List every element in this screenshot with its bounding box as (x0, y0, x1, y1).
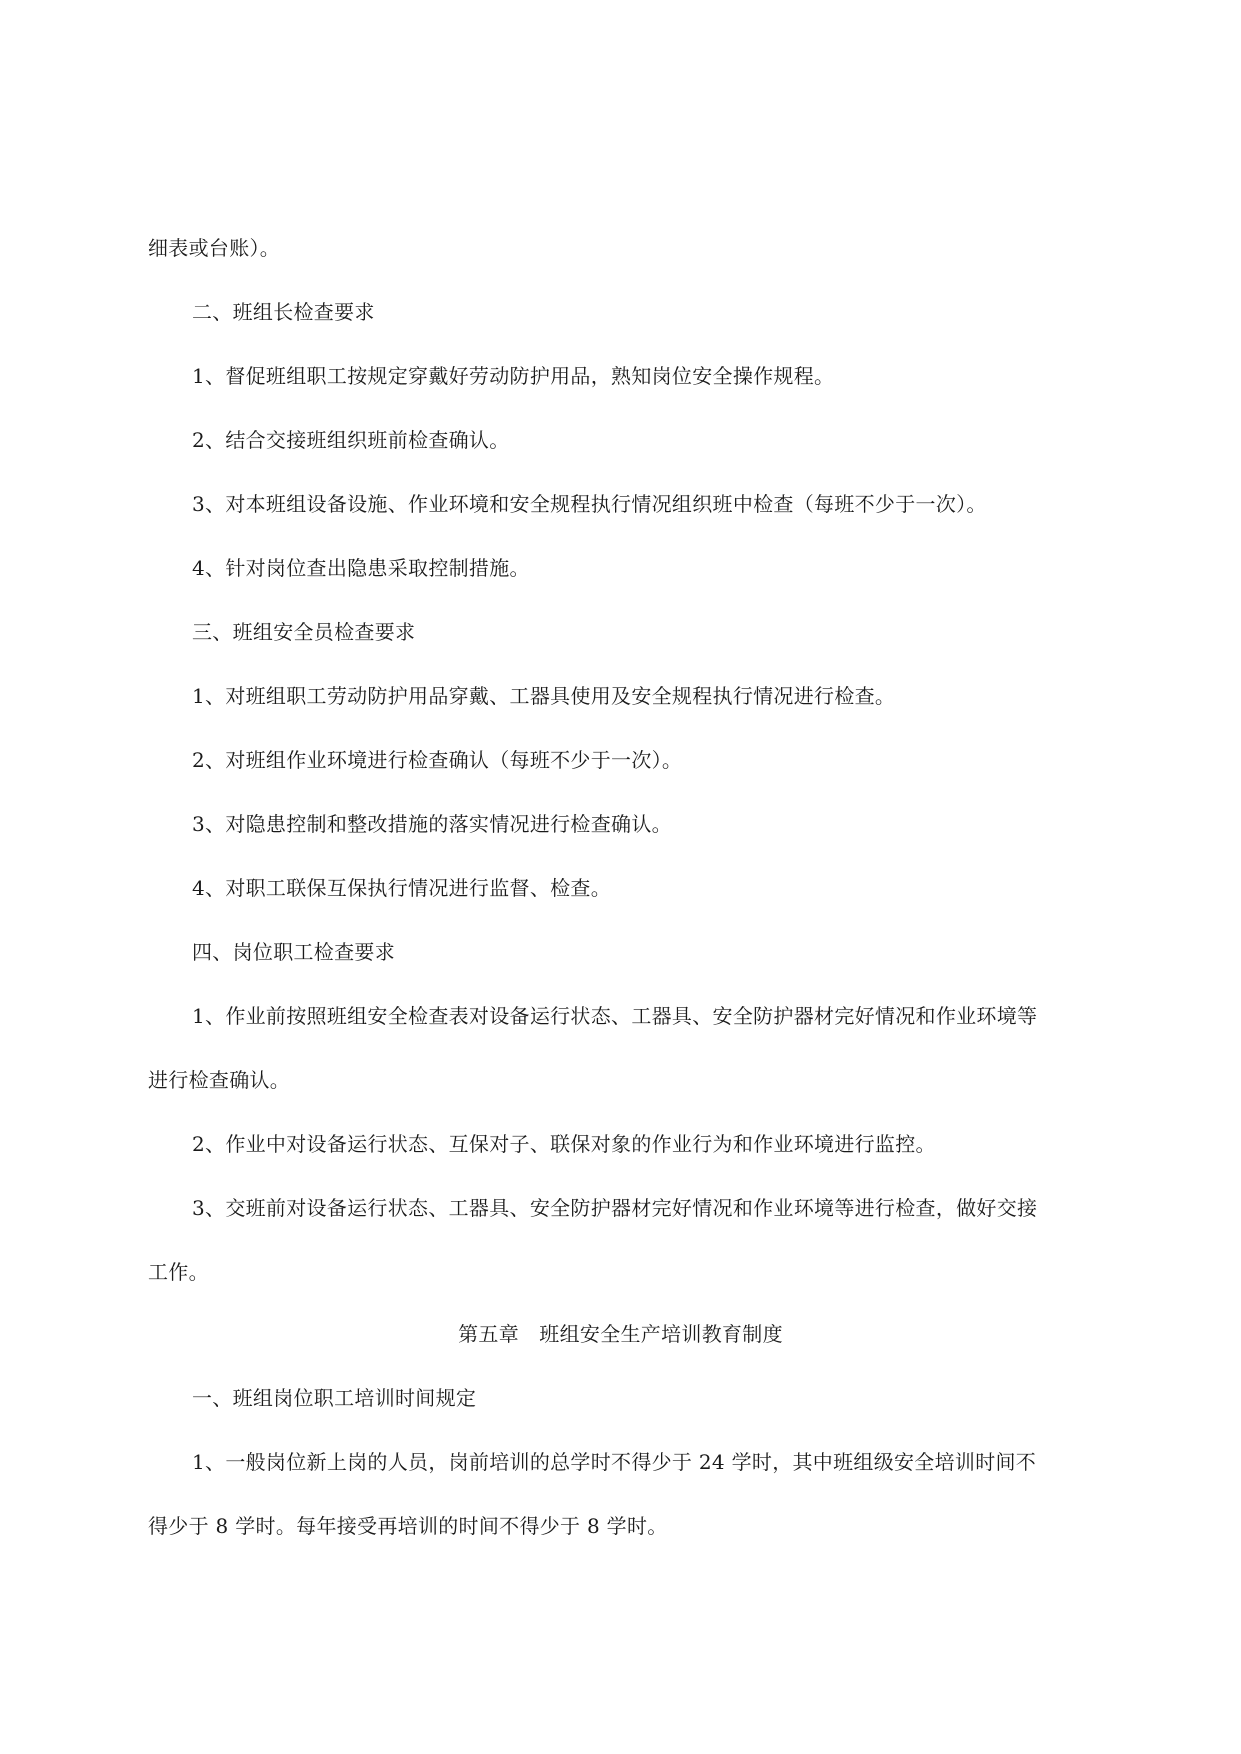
list-item: 3、对本班组设备设施、作业环境和安全规程执行情况组织班中检查（每班不少于一次）。 (192, 492, 987, 516)
list-item: 3、对隐患控制和整改措施的落实情况进行检查确认。 (192, 812, 672, 836)
list-item: 1、一般岗位新上岗的人员，岗前培训的总学时不得少于 24 学时，其中班组级安全培训时间不 (192, 1450, 1037, 1474)
list-item: 4、针对岗位查出隐患采取控制措施。 (192, 556, 530, 580)
section-heading: 二、班组长检查要求 (192, 300, 375, 324)
list-item: 1、对班组职工劳动防护用品穿戴、工器具使用及安全规程执行情况进行检查。 (192, 684, 896, 708)
list-item: 1、作业前按照班组安全检查表对设备运行状态、工器具、安全防护器材完好情况和作业环境等 (192, 1004, 1038, 1028)
list-item: 4、对职工联保互保执行情况进行监督、检查。 (192, 876, 612, 900)
list-item: 1、督促班组职工按规定穿戴好劳动防护用品，熟知岗位安全操作规程。 (192, 364, 835, 388)
list-item-continuation: 进行检查确认。 (148, 1068, 291, 1092)
section-heading: 三、班组安全员检查要求 (192, 620, 416, 644)
list-item: 2、作业中对设备运行状态、互保对子、联保对象的作业行为和作业环境进行监控。 (192, 1132, 936, 1156)
paragraph-continuation: 细表或台账）。 (148, 236, 281, 260)
section-heading: 一、班组岗位职工培训时间规定 (192, 1386, 477, 1410)
section-heading: 四、岗位职工检查要求 (192, 940, 395, 964)
list-item: 2、结合交接班组织班前检查确认。 (192, 428, 510, 452)
chapter-title: 第五章 班组安全生产培训教育制度 (458, 1322, 783, 1346)
list-item-continuation: 工作。 (148, 1260, 209, 1284)
list-item: 3、交班前对设备运行状态、工器具、安全防护器材完好情况和作业环境等进行检查，做好交接 (192, 1196, 1038, 1220)
list-item-continuation: 得少于 8 学时。每年接受再培训的时间不得少于 8 学时。 (148, 1514, 668, 1538)
list-item: 2、对班组作业环境进行检查确认（每班不少于一次）。 (192, 748, 683, 772)
